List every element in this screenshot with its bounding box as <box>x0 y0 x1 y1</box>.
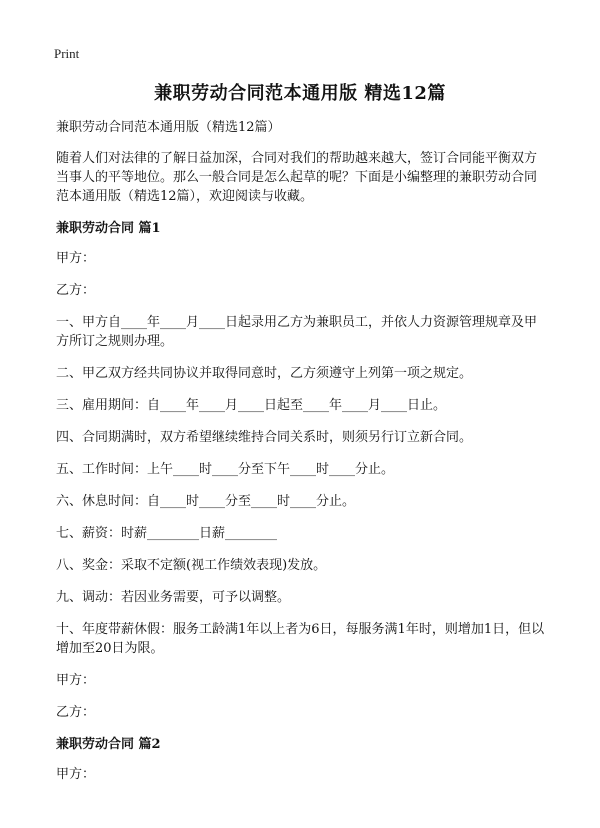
page-title: 兼职劳动合同范本通用版 精选12篇 <box>154 83 446 104</box>
clause-4: 四、合同期满时，双方希望继续维持合同关系时，则须另行订立新合同。 <box>56 430 473 445</box>
document-body <box>56 118 548 797</box>
signature-party-b: 乙方： <box>56 705 96 720</box>
clause-8: 八、奖金：采取不定额(视工作绩效表现)发放。 <box>56 558 327 573</box>
section-heading-2: 兼职劳动合同 篇2 <box>56 737 161 752</box>
document-subtitle: 兼职劳动合同范本通用版（精选12篇） <box>56 120 281 135</box>
clause-5: 五、工作时间：上午____时____分至下午____时____分止。 <box>56 462 395 477</box>
clause-2: 二、甲乙双方经共同协议并取得同意时，乙方须遵守上列第一项之规定。 <box>56 366 473 381</box>
section2-party-a-label: 甲方： <box>56 767 96 782</box>
party-b-label: 乙方： <box>56 283 96 298</box>
clause-10: 十、年度带薪休假：服务工龄满1年以上者为6日，每服务满1年时，则增加1日，但以增加至20日为限。 <box>56 622 545 656</box>
clause-7: 七、薪资：时薪________日薪________ <box>56 526 278 541</box>
signature-party-a: 甲方： <box>56 673 96 688</box>
print-link[interactable]: Print <box>54 46 80 61</box>
section-heading-1: 兼职劳动合同 篇1 <box>56 221 161 236</box>
intro-paragraph: 随着人们对法律的了解日益加深，合同对我们的帮助越来越大，签订合同能平衡双方当事人的平等地位。那么一般合同是怎么起草的呢？下面是小编整理的兼职劳动合同范本通用版（精选12篇），欢迎阅读与收藏。 <box>56 151 538 204</box>
clause-6: 六、休息时间：自____时____分至____时____分止。 <box>56 494 356 509</box>
clause-1: 一、甲方自____年____月____日起录用乙方为兼职员工，并依人力资源管理规章及甲方所订之规则办理。 <box>56 315 538 349</box>
clause-9: 九、调动：若因业务需要，可予以调整。 <box>56 590 291 605</box>
clause-3: 三、雇用期间：自____年____月____日起至____年____月____日止。 <box>56 398 447 413</box>
party-a-label: 甲方： <box>56 251 96 266</box>
